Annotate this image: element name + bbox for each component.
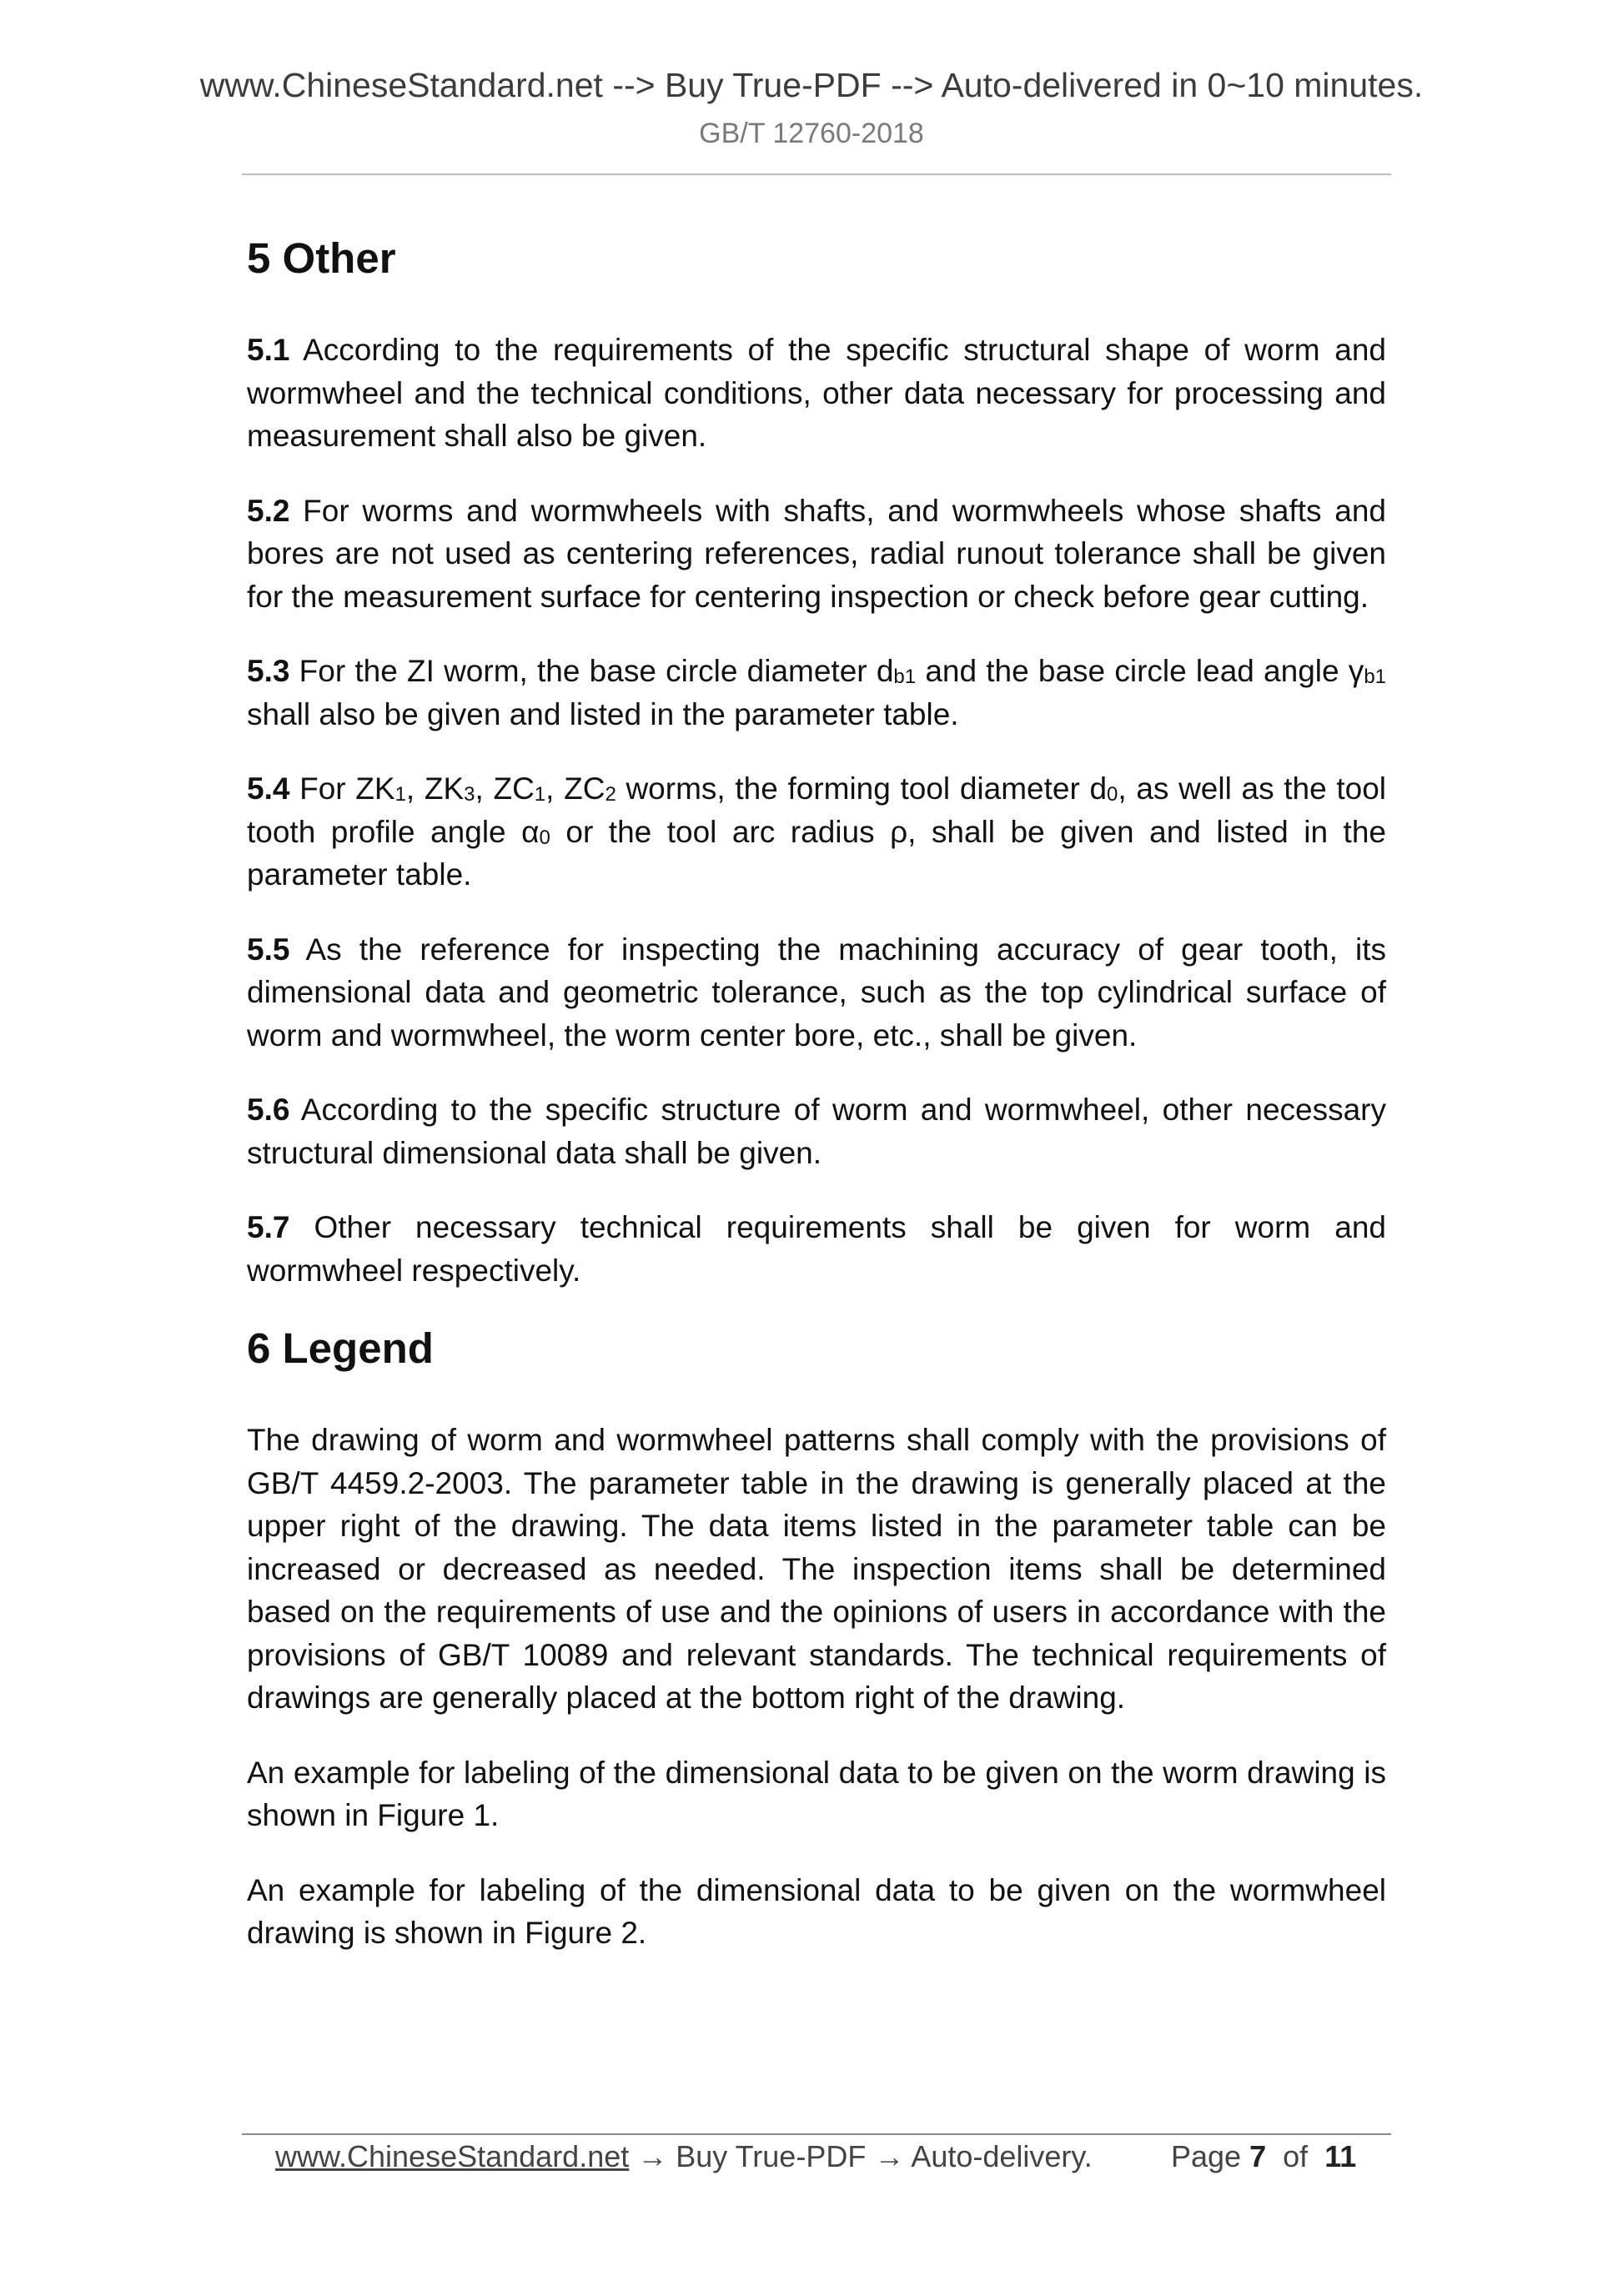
clause-text: Other necessary technical requirements shall be given for worm and wormwheel respectively. bbox=[247, 1210, 1386, 1288]
page-number: 7 bbox=[1249, 2139, 1267, 2173]
clause-text: , ZC bbox=[545, 771, 605, 806]
clause-text: As the reference for inspecting the machining accuracy of gear tooth, its dimensional data and geometric tolerance, such as the top cylindrical surface of worm and wormwheel, the worm center bore, etc., shall be given. bbox=[247, 932, 1386, 1053]
legend-paragraph: The drawing of worm and wormwheel patterns shall comply with the provisions of GB/T 4459.2-2003. The parameter table in the drawing is generally placed at the upper right of the drawing. The data items listed in the parameter table can be increased or decreased as needed. The inspection items shall be determined based on the requirements of use and the opinions of users in accordance with the provisions of GB/T 10089 and relevant standards. The technical requirements of drawings are generally placed at the bottom right of the drawing. bbox=[247, 1423, 1386, 1715]
footer-divider bbox=[242, 2133, 1391, 2135]
legend-paragraph: An example for labeling of the dimensional data to be given on the worm drawing is shown in Figure 1. bbox=[247, 1755, 1386, 1832]
legend-paragraph: An example for labeling of the dimensional data to be given on the wormwheel drawing is shown in Figure 2. bbox=[247, 1872, 1386, 1950]
clause-5-1 bbox=[247, 329, 1386, 458]
subscript: 3 bbox=[464, 783, 475, 806]
footer-promo bbox=[275, 2138, 1093, 2175]
clause-text: , as well as the tool tooth profile angle α bbox=[247, 771, 1386, 849]
clause-text: According to the specific structure of worm and wormwheel, other necessary structural dimensional data shall be given. bbox=[247, 1093, 1386, 1170]
subscript: b1 bbox=[893, 666, 917, 688]
of-label: of bbox=[1283, 2139, 1309, 2173]
subscript: 1 bbox=[394, 783, 406, 806]
clause-text: According to the requirements of the specific structural shape of worm and wormwheel and the technical conditions, other data necessary for processing and measurement shall also be given. bbox=[247, 333, 1386, 453]
page-body bbox=[247, 234, 1386, 1987]
clause-text: , ZC bbox=[475, 771, 535, 806]
clause-5-3 bbox=[247, 650, 1386, 736]
clause-text: For the ZI worm, the base circle diameter d bbox=[289, 654, 894, 688]
clause-text: For ZK bbox=[289, 771, 395, 806]
subscript: 0 bbox=[539, 826, 550, 849]
subscript: b1 bbox=[1364, 666, 1387, 688]
section-6-title: 6 Legend bbox=[247, 1324, 434, 1372]
clause-number: 5.7 bbox=[247, 1210, 290, 1244]
clause-number: 5.2 bbox=[247, 493, 290, 528]
footer-text: → Buy True-PDF → Auto-delivery. bbox=[629, 2139, 1093, 2173]
clause-5-4 bbox=[247, 767, 1386, 897]
clause-text: , ZK bbox=[405, 771, 465, 806]
subscript: 1 bbox=[534, 783, 546, 806]
clause-text: or the tool arc radius ρ, shall be given and listed in the parameter table. bbox=[247, 814, 1386, 892]
clause-number: 5.6 bbox=[247, 1093, 290, 1127]
standard-number: GB/T 12760-2018 bbox=[699, 118, 924, 149]
subscript: 0 bbox=[1107, 783, 1118, 806]
subscript: 2 bbox=[605, 783, 616, 806]
section-5-title: 5 Other bbox=[247, 234, 396, 282]
clause-5-6 bbox=[247, 1088, 1386, 1174]
clause-text: worms, the forming tool diameter d bbox=[616, 771, 1108, 806]
clause-number: 5.5 bbox=[247, 932, 290, 967]
page-label: Page bbox=[1171, 2139, 1242, 2173]
header-banner: www.ChineseStandard.net --> Buy True-PDF --> Auto-delivered in 0~10 minutes. bbox=[199, 66, 1424, 104]
clause-number: 5.1 bbox=[247, 333, 290, 367]
clause-text: For worms and wormwheels with shafts, and wormwheels whose shafts and bores are not used as centering references, radial runout tolerance shall be given for the measurement surface for centering inspection or check before gear cutting. bbox=[247, 493, 1386, 614]
page-total: 11 bbox=[1324, 2139, 1357, 2173]
clause-number: 5.4 bbox=[247, 771, 290, 806]
clause-text: shall also be given and listed in the parameter table. bbox=[247, 696, 959, 731]
clause-text: and the base circle lead angle γ bbox=[916, 654, 1364, 688]
clause-number: 5.3 bbox=[247, 654, 290, 688]
clause-5-5 bbox=[247, 928, 1386, 1058]
footer-link[interactable]: www.ChineseStandard.net bbox=[275, 2139, 630, 2173]
header-divider bbox=[242, 173, 1391, 175]
page-indicator bbox=[1171, 2138, 1356, 2175]
clause-5-2 bbox=[247, 490, 1386, 619]
clause-5-7 bbox=[247, 1206, 1386, 1292]
